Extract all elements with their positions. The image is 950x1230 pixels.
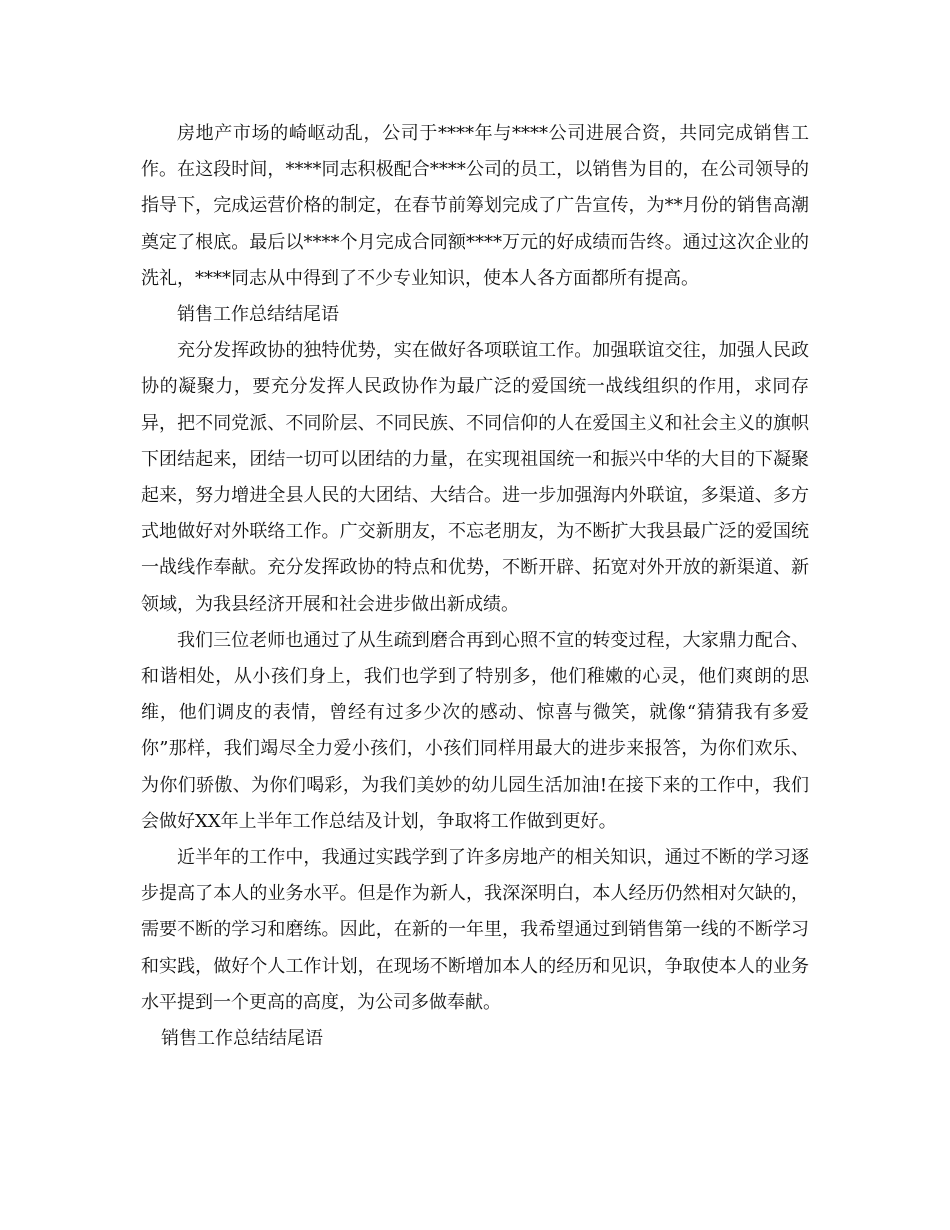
paragraph-half-year-work: 近半年的工作中，我通过实践学到了许多房地产的相关知识，通过不断的学习逐步提高了本人的业务水平。但是作为新人，我深深明白，本人经历仍然相对欠缺的，需要不断的学习和磨练。因此，在新的一年里，我希望通过到销售第一线的不断学习和实践，做好个人工作计划，在现场不断增加本人的经历和见识，争取使本人的业务水平提到一个更高的高度，为公司多做奉献。 (141, 847, 809, 1013)
paragraph-teachers: 我们三位老师也通过了从生疏到磨合再到心照不宣的转变过程，大家鼎力配合、和谐相处，从小孩们身上，我们也学到了特别多，他们稚嫩的心灵，他们爽朗的思维，他们调皮的表情，曾经有过多少次的感动、惊喜与微笑，就像“猜猜我有多爱你”那样，我们竭尽全力爱小孩们，小孩们同样用最大的进步来报答，为你们欢乐、为你们骄傲、为你们喝彩，为我们美妙的幼儿园生活加油!在接下来的工作中，我们会做好XX年上半年工作总结及计划，争取将工作做到更好。 (141, 629, 809, 832)
section-heading-footer: 销售工作总结结尾语 (161, 1028, 323, 1050)
paragraph-cppcc-liaison: 充分发挥政协的独特优势，实在做好各项联谊工作。加强联谊交往，加强人民政协的凝聚力，要充分发挥人民政协作为最广泛的爱国统一战线组织的作用，求同存异，把不同党派、不同阶层、不同民族、不同信仰的人在爱国主义和社会主义的旗帜下团结起来，团结一切可以团结的力量，在实现祖国统一和振兴中华的大目的下凝聚起来，努力增进全县人民的大团结、大结合。进一步加强海内外联谊，多渠道、多方式地做好对外联络工作。广交新朋友，不忘老朋友，为不断扩大我县最广泛的爱国统一战线作奉献。充分发挥政协的特点和优势，不断开辟、拓宽对外开放的新渠道、新领域，为我县经济开展和社会进步做出新成绩。 (141, 340, 809, 615)
document-body (141, 116, 809, 1057)
paragraph-real-estate-sales: 房地产市场的崎岖动乱，公司于****年与****公司进展合资，共同完成销售工作。在这段时间，****同志积极配合****公司的员工，以销售为目的，在公司领导的指导下，完成运营价格的制定，在春节前筹划完成了广告宣传，为**月份的销售高潮奠定了根底。最后以****个月完成合同额****万元的好成绩而告终。通过这次企业的洗礼，****同志从中得到了不少专业知识，使本人各方面都所有提高。 (141, 123, 809, 289)
section-heading: 销售工作总结结尾语 (177, 304, 339, 326)
